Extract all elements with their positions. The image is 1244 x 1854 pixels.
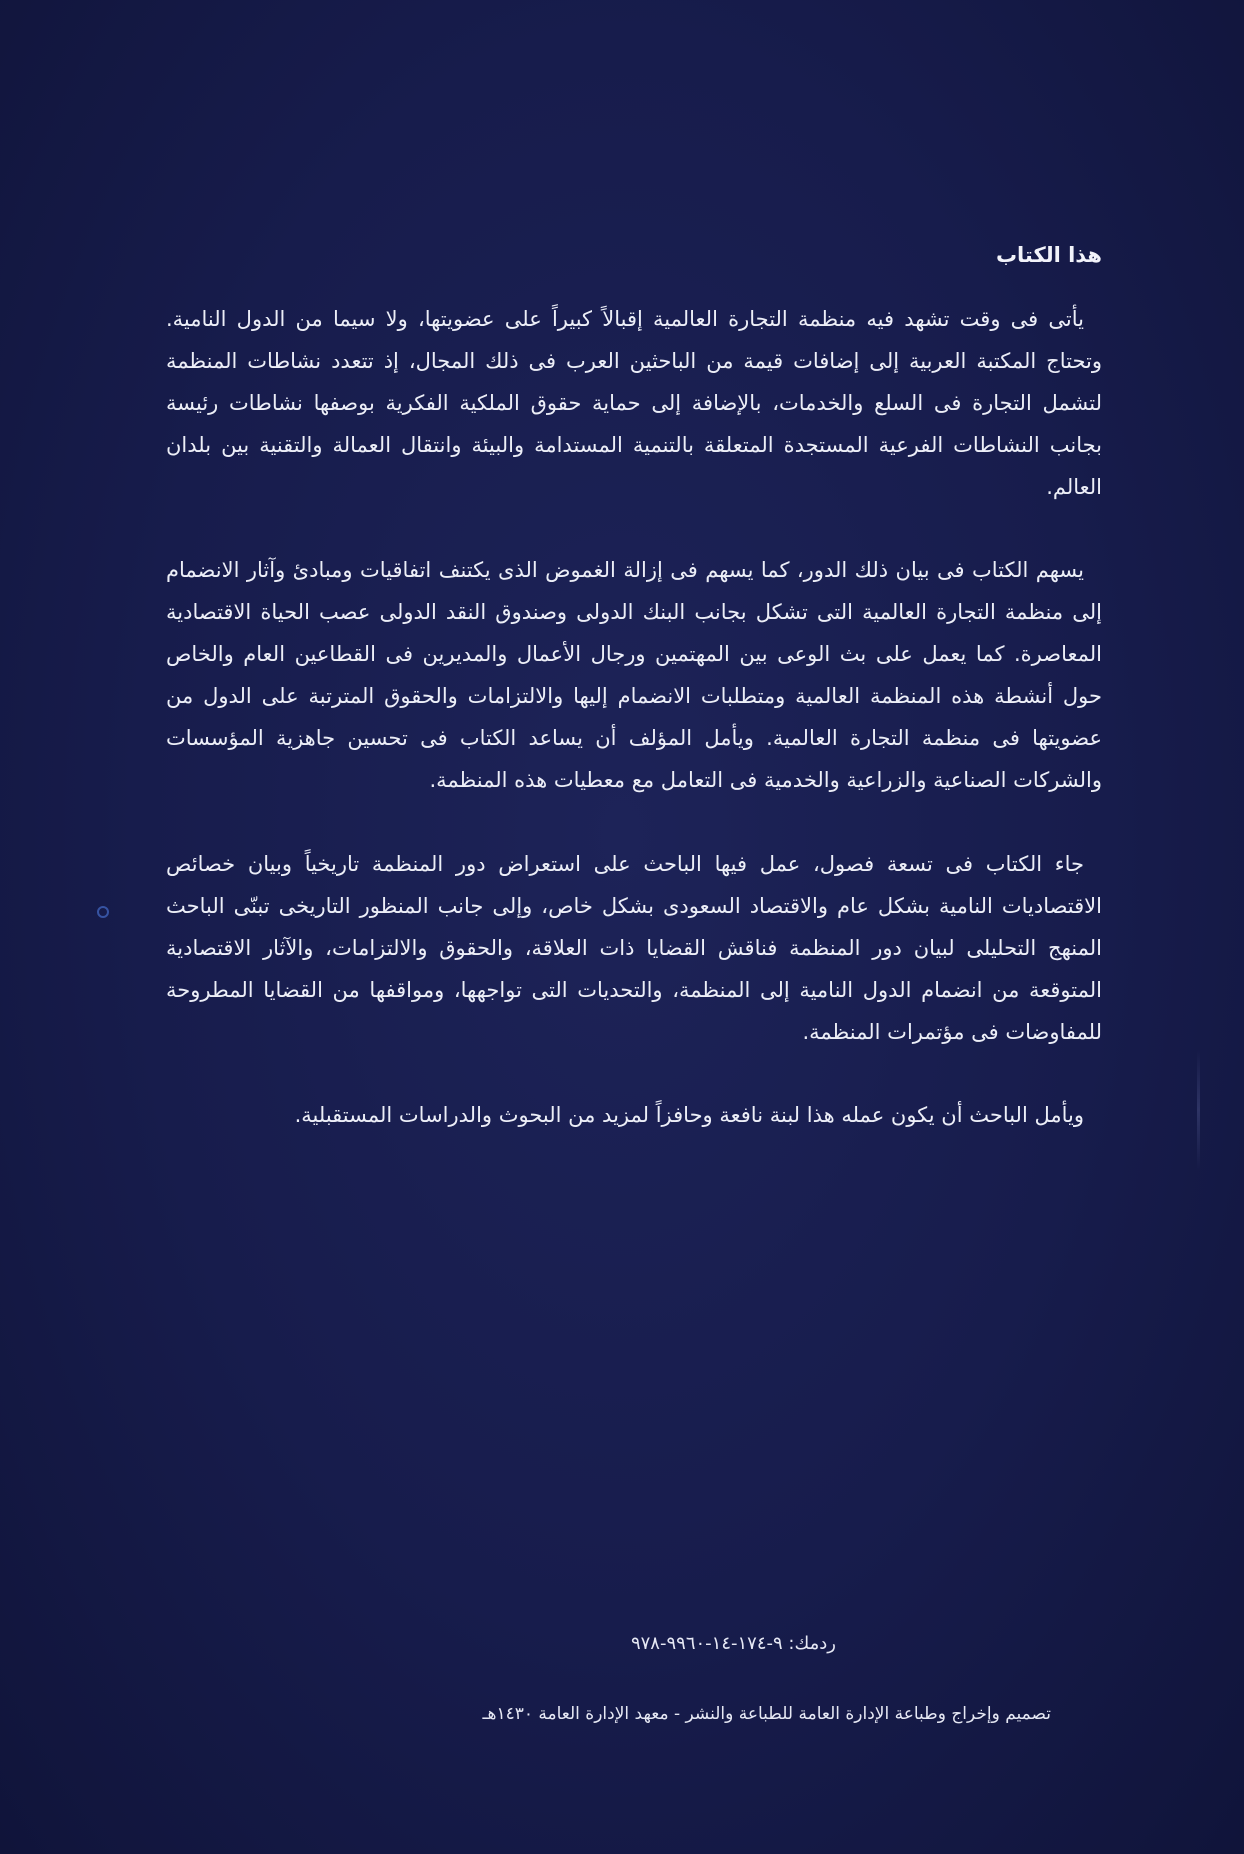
isbn-line: ردمك: ٩-١٧٤-١٤-٩٩٦٠-٩٧٨ [630, 1633, 836, 1654]
blurb-heading: هذا الكتاب [995, 243, 1102, 267]
blurb-paragraph-3: جاء الكتاب فى تسعة فصول، عمل فيها الباحث على استعراض دور المنظمة تاريخياً وبيان خصائص الاقتصاديات النامية بشكل عام والاقتصاد السعودى بشكل خاص، وإلى جانب المنظور التاريخى تبنّى الباحث المنهج التحليلى لبيان دور المنظمة فناقش القضايا ذات العلاقة، والحقوق والالتزامات، والآثار الاقتصادية المتوقعة من انضمام الدول النامية إلى المنظمة، والتحديات التى تواجهها، ومواقفها من القضايا المطروحة للمفاوضات فى مؤتمرات المنظمة. [166, 852, 1102, 1044]
blurb-paragraph-4: ويأمل الباحث أن يكون عمله هذا لبنة نافعة وحافزاً لمزيد من البحوث والدراسات المستقبلية. [294, 1103, 1084, 1127]
blurb-paragraph-2: يسهم الكتاب فى بيان ذلك الدور، كما يسهم فى إزالة الغموض الذى يكتنف اتفاقيات ومبادئ وآثار الانضمام إلى منظمة التجارة العالمية التى تشكل بجانب البنك الدولى وصندوق النقد الدولى عصب الحياة الاقتصادية المعاصرة. كما يعمل على بث الوعى بين المهتمين ورجال الأعمال والمديرين فى القطاعين العام والخاص حول أنشطة هذه المنظمة العالمية ومتطلبات الانضمام إليها والالتزامات والحقوق المترتبة على الدول من عضويتها فى منظمة التجارة العالمية. ويأمل المؤلف أن يساعد الكتاب فى تحسين جاهزية المؤسسات والشركات الصناعية والزراعية والخدمية فى التعامل مع معطيات هذه المنظمة. [166, 558, 1102, 792]
cover-crease [1197, 1050, 1200, 1170]
blurb [166, 240, 1102, 1177]
publisher-credits: تصميم وإخراج وطباعة الإدارة العامة للطباعة والنشر - معهد الإدارة العامة ١٤٣٠هـ [482, 1704, 1051, 1724]
print-registration-mark [97, 906, 109, 918]
blurb-paragraph-1: يأتى فى وقت تشهد فيه منظمة التجارة العالمية إقبالاً كبيراً على عضويتها، ولا سيما من الدول النامية. وتحتاج المكتبة العربية إلى إضافات قيمة من الباحثين العرب فى ذلك المجال، إذ تتعدد نشاطات المنظمة لتشمل التجارة فى السلع والخدمات، بالإضافة إلى حماية حقوق الملكية الفكرية بوصفها نشاطات رئيسة بجانب النشاطات الفرعية المستجدة المتعلقة بالتنمية المستدامة والبيئة وانتقال العمالة والتقنية بين بلدان العالم. [166, 307, 1102, 499]
